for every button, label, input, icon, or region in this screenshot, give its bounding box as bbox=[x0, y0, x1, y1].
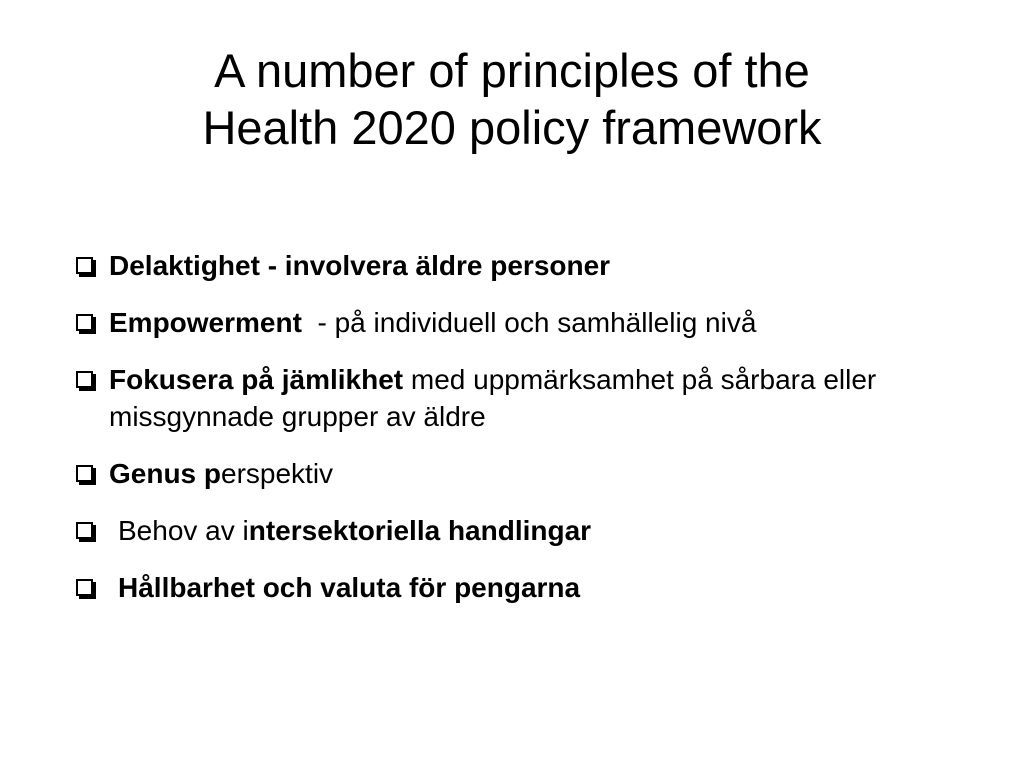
checkbox-bullet-icon bbox=[76, 257, 93, 274]
bullet-text-behov-regular: Behov av i bbox=[118, 515, 249, 546]
bullet-text-delaktighet: Delaktighet - involvera äldre personer bbox=[109, 250, 611, 281]
bullet-list bbox=[76, 247, 1016, 626]
bullet-text-empowerment-regular: - på individuell och samhällelig nivå bbox=[301, 307, 757, 338]
bullet-text-jamlikhet-regular: med uppmärksamhet på sårbara eller missgynnade grupper av äldre bbox=[109, 364, 877, 432]
bullet-item-behov bbox=[76, 512, 1016, 549]
bullet-item-jamlikhet bbox=[76, 361, 1016, 435]
bullet-item-delaktighet bbox=[76, 247, 1016, 284]
bullet-text-behov-bold: ntersektoriella handlingar bbox=[248, 515, 592, 546]
bullet-item-empowerment bbox=[76, 304, 1016, 341]
bullet-item-hallbarhet bbox=[76, 569, 1016, 606]
bullet-text-empowerment-bold: Empowerment bbox=[109, 307, 302, 338]
slide-title-line-1: A number of principles of the bbox=[214, 44, 810, 97]
checkbox-bullet-icon bbox=[76, 314, 93, 331]
bullet-text-genus-bold: Genus p bbox=[109, 458, 222, 489]
slide-title bbox=[60, 42, 964, 156]
checkbox-bullet-icon bbox=[76, 465, 93, 482]
checkbox-bullet-icon bbox=[76, 371, 93, 388]
bullet-text-hallbarhet: Hållbarhet och valuta för pengarna bbox=[118, 572, 581, 603]
checkbox-bullet-icon bbox=[76, 522, 93, 539]
bullet-text-genus-regular: erspektiv bbox=[221, 458, 334, 489]
bullet-item-genus bbox=[76, 455, 1016, 492]
checkbox-bullet-icon bbox=[76, 579, 93, 596]
bullet-text-jamlikhet-bold: Fokusera på jämlikhet bbox=[109, 364, 404, 395]
slide-title-line-2: Health 2020 policy framework bbox=[202, 101, 822, 154]
